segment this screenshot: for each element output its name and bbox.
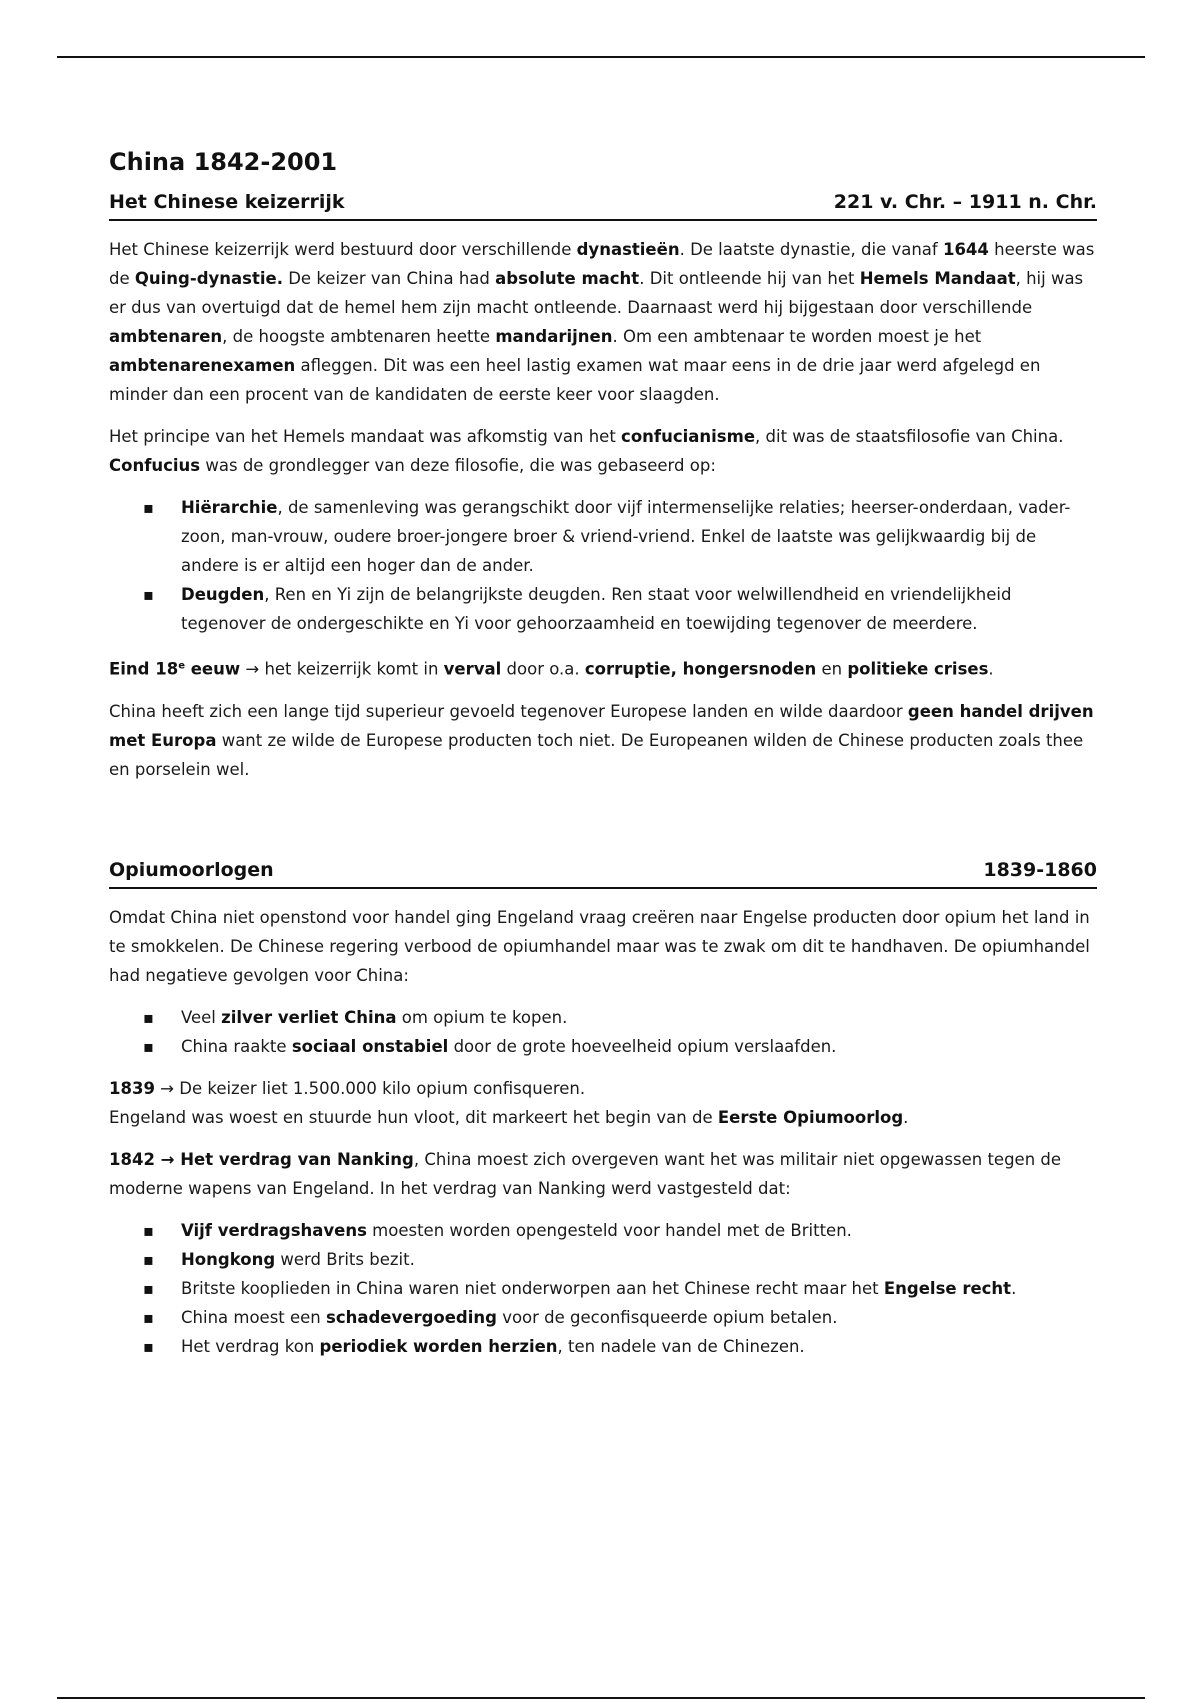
bold-term: schadevergoeding: [326, 1307, 497, 1327]
list-item: ▪ China moest een schadevergoeding voor de geconfisqueerde opium betalen.: [109, 1303, 1097, 1332]
list-item: ▪ Hiërarchie, de samenleving was gerangschikt door vijf intermenselijke relaties; heerser-onderdaan, vader-zoon, man-vrouw, oudere broer-jongere broer & vriend-vriend. Enkel de laatste was gelijkwaardig bij de andere is er altijd een hoger dan de ander.: [109, 493, 1097, 580]
list-item: ▪ China raakte sociaal onstabiel door de grote hoeveelheid opium verslaafden.: [109, 1032, 1097, 1061]
bullet-list: [109, 493, 1097, 638]
bold-term: e: [178, 660, 185, 671]
section-spacer: [109, 797, 1097, 859]
section-period: 221 v. Chr. – 1911 n. Chr.: [833, 191, 1097, 213]
bold-term: eeuw: [185, 659, 241, 679]
bold-term: Deugden: [181, 585, 265, 604]
paragraph: Het Chinese keizerrijk werd bestuurd door verschillende dynastieën. De laatste dynastie, die vanaf 1644 heerste was de Quing-dynastie. De keizer van China had absolute macht. Dit ontleende hij van het Hemels Mandaat, hij was er dus van overtuigd dat de hemel hem zijn macht ontleende. Daarnaast werd hij bijgestaan door verschillende ambtenaren, de hoogste ambtenaren heette mandarijnen. Om een ambtenaar te worden moest je het ambtenarenexamen afleggen. Dit was een heel lastig examen wat maar eens in de drie jaar werd afgelegd en minder dan een procent van de kandidaten de eerste keer voor slaagden.: [109, 240, 1095, 404]
bold-term: dynastieën: [576, 240, 680, 259]
bold-term: absolute macht: [495, 269, 640, 288]
paragraph: 1842 → Het verdrag van Nanking, China moest zich overgeven want het was militair niet opgewassen tegen de moderne wapens van Engeland. In het verdrag van Nanking werd vastgesteld dat:: [109, 1149, 1062, 1198]
page-content: [109, 148, 1097, 1374]
list-item: ▪ Deugden, Ren en Yi zijn de belangrijkste deugden. Ren staat voor welwillendheid en vriendelijkheid tegenover de ondergeschikte en Yi voor gehoorzaamheid en toewijding tegenover de meerdere.: [109, 580, 1097, 638]
section-period: 1839-1860: [983, 858, 1097, 881]
section-header-opiumoorlogen: [109, 859, 1097, 889]
bold-term: verval: [443, 659, 502, 679]
bottom-rule: [57, 1697, 1145, 1699]
page-title: China 1842-2001: [109, 148, 338, 176]
bold-term: Confucius: [109, 456, 201, 475]
bold-term: geen handel drijven met Europa: [109, 701, 1094, 750]
paragraph: 1839 → De keizer liet 1.500.000 kilo opium confisqueren. Engeland was woest en stuurde hun vloot, dit markeert het begin van de Eerste Opiumoorlog.: [109, 1078, 909, 1127]
bold-term: Quing-dynastie.: [134, 269, 283, 288]
section-header-keizerrijk: [109, 191, 1097, 221]
bullet-list: [109, 1216, 1097, 1361]
bold-term: ambtenarenexamen: [109, 356, 296, 375]
bold-term: periodiek worden herzien: [319, 1336, 558, 1356]
bold-term: Hemels Mandaat: [859, 269, 1016, 288]
paragraph: Het principe van het Hemels mandaat was afkomstig van het confucianisme, dit was de staatsfilosofie van China. Confucius was de grondlegger van deze filosofie, die was gebaseerd op:: [109, 427, 1064, 475]
bold-term: zilver verliet China: [221, 1007, 397, 1027]
bold-term: Vijf verdragshavens: [181, 1220, 367, 1240]
list-item: ▪ Veel zilver verliet China om opium te kopen.: [109, 1003, 1097, 1032]
paragraph: Omdat China niet openstond voor handel ging Engeland vraag creëren naar Engelse producten door opium het land in te smokkelen. De Chinese regering verbood de opiumhandel maar was te zwak om dit te handhaven. De opiumhandel had negatieve gevolgen voor China:: [109, 907, 1090, 985]
section-title: Het Chinese keizerrijk: [109, 191, 345, 213]
bullet-list: [109, 1003, 1097, 1061]
top-rule: [57, 56, 1145, 58]
list-item: ▪ Het verdrag kon periodiek worden herzien, ten nadele van de Chinezen.: [109, 1332, 1097, 1361]
bold-term: corruptie, hongersnoden: [584, 659, 817, 679]
bold-term: ambtenaren: [109, 327, 223, 346]
bold-term: 1842 → Het verdrag van Nanking: [109, 1149, 414, 1169]
bold-term: 1839: [109, 1078, 155, 1098]
bold-term: Eind 18: [109, 659, 179, 679]
paragraph: China heeft zich een lange tijd superieur gevoeld tegenover Europese landen en wilde daardoor geen handel drijven met Europa want ze wilde de Europese producten toch niet. De Europeanen wilden de Chinese producten zoals thee en porselein wel.: [109, 701, 1094, 779]
bold-term: Hiërarchie: [181, 498, 278, 517]
bold-term: Engelse recht: [883, 1278, 1012, 1298]
paragraph: Eind 18e eeuw → het keizerrijk komt in verval door o.a. corruptie, hongersnoden en politieke crises.: [109, 659, 994, 679]
bold-term: Eerste Opiumoorlog: [717, 1107, 904, 1127]
section-title: Opiumoorlogen: [109, 858, 274, 881]
bold-term: sociaal onstabiel: [291, 1036, 449, 1056]
list-item: ▪ Vijf verdragshavens moesten worden opengesteld voor handel met de Britten.: [109, 1216, 1097, 1245]
list-item: ▪ Hongkong werd Brits bezit.: [109, 1245, 1097, 1274]
bold-term: 1644: [942, 240, 989, 259]
bold-term: confucianisme: [621, 427, 756, 446]
bold-term: mandarijnen: [495, 327, 613, 346]
bold-term: Hongkong: [181, 1249, 276, 1269]
list-item: ▪ Britste kooplieden in China waren niet onderworpen aan het Chinese recht maar het Engelse recht.: [109, 1274, 1097, 1303]
bold-term: politieke crises: [847, 659, 989, 679]
